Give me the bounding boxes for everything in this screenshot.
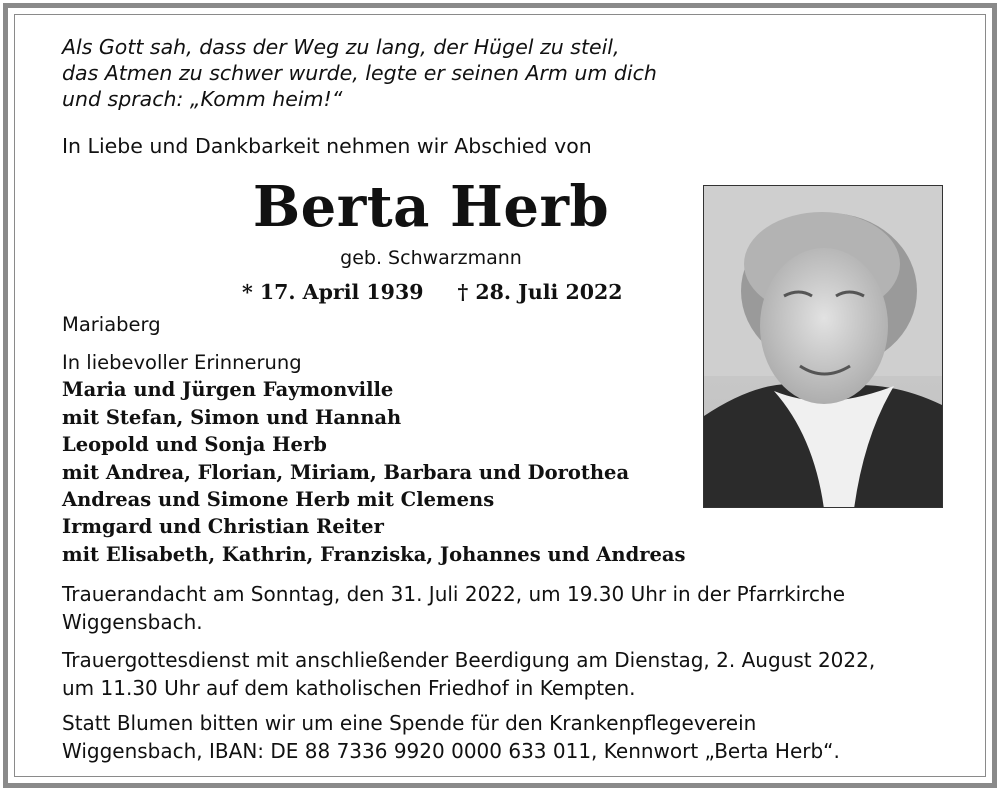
service-vigil bbox=[62, 580, 845, 636]
mourner-line: mit Elisabeth, Kathrin, Franziska, Johannes und Andreas bbox=[62, 542, 686, 566]
mourner-line: mit Andrea, Florian, Miriam, Barbara und Dorothea bbox=[62, 460, 630, 484]
poem-line: und sprach: „Komm heim!“ bbox=[62, 87, 343, 111]
service-line: um 11.30 Uhr auf dem katholischen Friedhof in Kempten. bbox=[62, 676, 636, 700]
mourners-list bbox=[62, 349, 686, 568]
mourner-line: Irmgard und Christian Reiter bbox=[62, 515, 384, 539]
life-dates bbox=[242, 278, 623, 306]
poem-line: das Atmen zu schwer wurde, legte er seinen Arm um dich bbox=[62, 61, 657, 85]
portrait-illustration bbox=[704, 186, 943, 508]
service-line: Trauerandacht am Sonntag, den 31. Juli 2022, um 19.30 Uhr in der Pfarrkirche bbox=[62, 582, 845, 606]
donation-line: Wiggensbach, IBAN: DE 88 7336 9920 0000 633 011, Kennwort „Berta Herb“. bbox=[62, 739, 840, 763]
portrait-photo bbox=[703, 185, 943, 508]
birth-date: * 17. April 1939 bbox=[242, 280, 424, 304]
mourner-line: Leopold und Sonja Herb bbox=[62, 433, 327, 457]
mourner-line: Maria und Jürgen Faymonville bbox=[62, 378, 394, 402]
place: Mariaberg bbox=[62, 313, 161, 336]
maiden-name: geb. Schwarzmann bbox=[340, 247, 522, 269]
mourners-heading: In liebevoller Erinnerung bbox=[62, 351, 302, 374]
service-line: Trauergottesdienst mit anschließender Beerdigung am Dienstag, 2. August 2022, bbox=[62, 648, 876, 672]
intro-text: In Liebe und Dankbarkeit nehmen wir Abschied von bbox=[62, 134, 592, 158]
service-line: Wiggensbach. bbox=[62, 610, 203, 634]
mourner-line: mit Stefan, Simon und Hannah bbox=[62, 405, 402, 429]
mourner-line: Andreas und Simone Herb mit Clemens bbox=[62, 488, 495, 512]
death-date: † 28. Juli 2022 bbox=[457, 280, 623, 304]
poem bbox=[62, 34, 657, 112]
deceased-name: Berta Herb bbox=[252, 174, 610, 240]
service-funeral bbox=[62, 646, 875, 702]
donation-note bbox=[62, 709, 840, 765]
donation-line: Statt Blumen bitten wir um eine Spende für den Krankenpflegeverein bbox=[62, 711, 757, 735]
poem-line: Als Gott sah, dass der Weg zu lang, der Hügel zu steil, bbox=[62, 35, 620, 59]
